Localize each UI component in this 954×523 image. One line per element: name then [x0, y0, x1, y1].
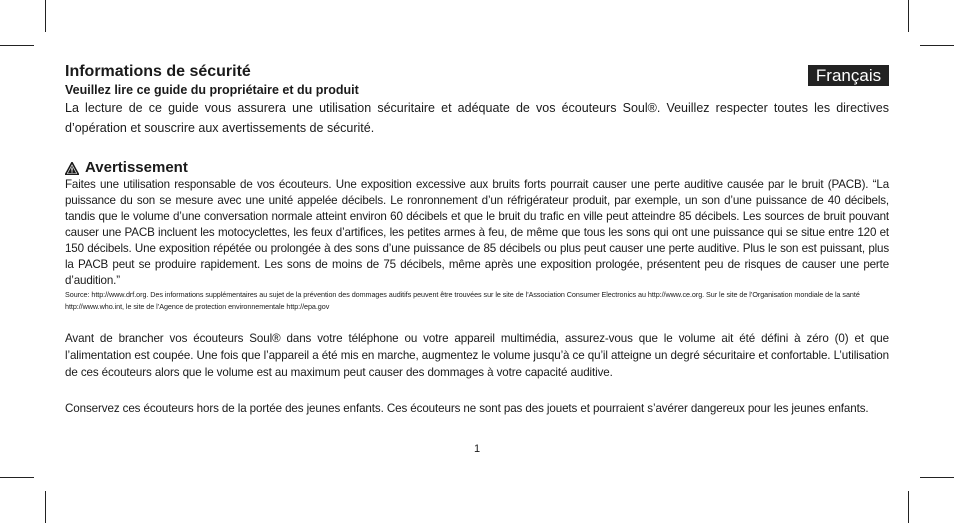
children-paragraph: Conservez ces écouteurs hors de la portée des jeunes enfants. Ces écouteurs ne sont pas des jouets et pourraient s’avérer dangereux pour les jeunes enfants.	[65, 402, 869, 415]
warning-source: Source: http://www.drf.org. Des informations supplémentaires au sujet de la prévention des dommages auditifs peuvent être trouvées sur le site de l’Association Consumer Electronics au http://www.ce.org. Sur le site de l’Organisation mondiale de la santé http://www.who.int, le site de l’Agence de protection environnementale http://epa.gov	[65, 290, 860, 311]
page-subtitle: Veuillez lire ce guide du propriétaire et du produit	[65, 83, 359, 97]
warning-triangle-icon	[65, 162, 79, 175]
page-title: Informations de sécurité	[65, 63, 251, 80]
crop-mark	[920, 45, 954, 46]
crop-mark	[0, 477, 34, 478]
volume-paragraph: Avant de brancher vos écouteurs Soul® dans votre téléphone ou votre appareil multimédia, assurez-vous que le volume ait été défini à zéro (0) et que l’alimentation est coupée. Une fois que l’appareil a été mis en marche, augmentez le volume jusqu’à ce qu’il atteigne un degré sécuritaire et confortable. L’utilisation de ces écouteurs alors que le volume est au maximum peut causer des dommages à votre capacité auditive.	[65, 332, 889, 379]
crop-mark	[45, 0, 46, 32]
warning-body: Faites une utilisation responsable de vos écouteurs. Une exposition excessive aux bruits forts pourrait causer une perte auditive causée par le bruit (PACB). “La puissance du son se mesure avec une unité appelée décibels. Le ronronnement d’un réfrigérateur produit, par exemple, un son d’une puissance de 40 décibels, tandis que le volume d’une conversation normale atteint environ 60 décibels et que le bruit du trafic en ville peut atteindre 85 décibels. Les sources de bruit pouvant causer une PACB incluent les motocyclettes, les feux d’artifices, les petites armes à feu, de même que tous les sons qui ont une puissance qui se situe entre 120 et 150 décibels. Une exposition répétée ou prolongée à des sons d’une puissance de 85 décibels ou plus peut causer une perte auditive. Plus le son est puissant, plus la PACB peut se produire rapidement. Les sons de moins de 75 décibels, même après une exposition prologée, présentent peu de risques de causer une perte d’audition.”	[65, 178, 889, 287]
language-badge: Français	[808, 65, 889, 86]
page-content	[65, 62, 889, 417]
crop-mark	[0, 45, 34, 46]
crop-mark	[920, 477, 954, 478]
intro-paragraph: La lecture de ce guide vous assurera une utilisation sécuritaire et adéquate de vos écouteurs Soul®. Veuillez respecter toutes les directives d’opération et souscrire aux avertissements de sécurité.	[65, 101, 889, 135]
crop-mark	[908, 0, 909, 32]
page-number: 1	[473, 443, 481, 455]
warning-heading	[65, 159, 889, 177]
crop-mark	[45, 491, 46, 523]
warning-title: Avertissement	[85, 159, 188, 176]
crop-mark	[908, 491, 909, 523]
